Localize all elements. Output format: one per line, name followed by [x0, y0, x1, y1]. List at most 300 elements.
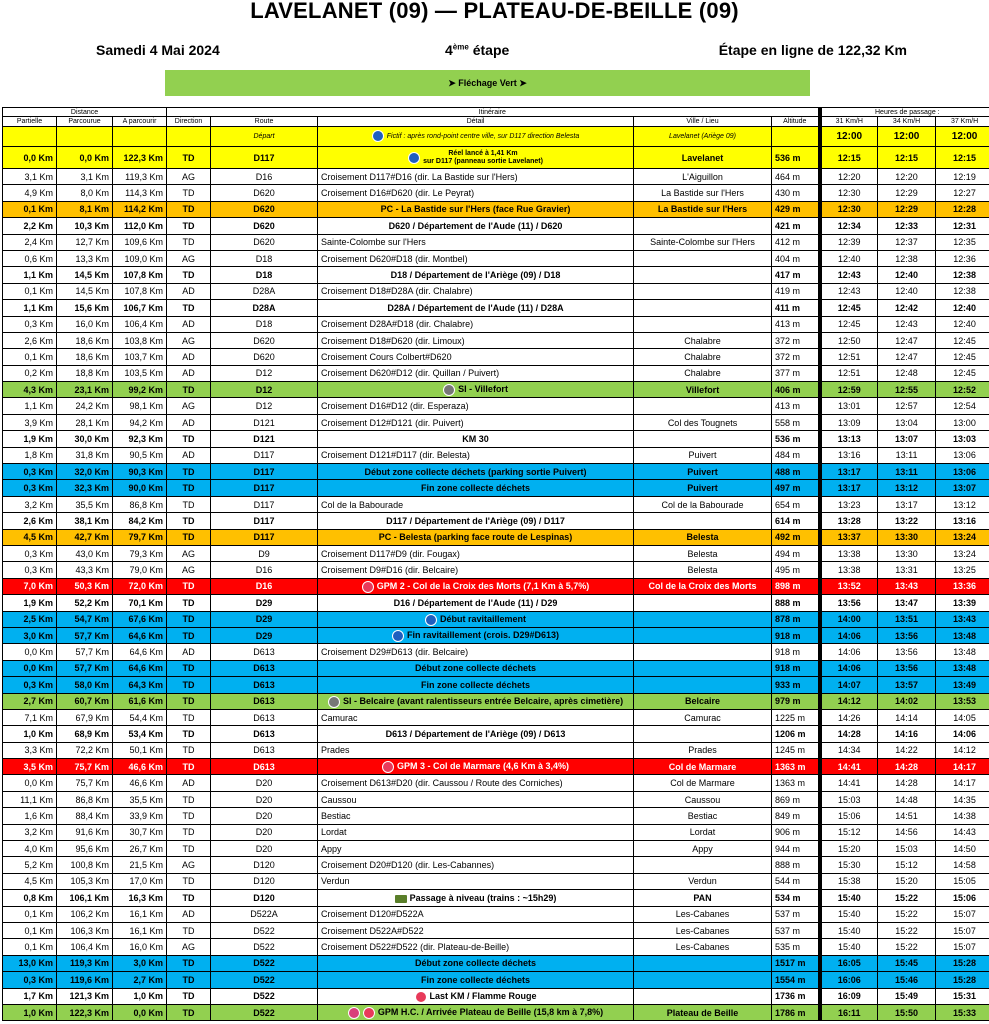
- cell-a-parcourir: 46,6 Km: [113, 759, 167, 775]
- cell-a-parcourir: 70,1 Km: [113, 595, 167, 611]
- cell-altitude: 918 m: [772, 644, 820, 660]
- cell-partielle: 1,1 Km: [3, 398, 57, 414]
- cell-a-parcourir: 90,5 Km: [113, 447, 167, 463]
- cell-parcourue: 8,0 Km: [57, 185, 113, 201]
- cell-direction: TD: [167, 480, 211, 496]
- detail-text: Fin zone collecte déchets: [421, 483, 531, 494]
- cell-altitude: 1554 m: [772, 972, 820, 988]
- col-ville: Ville / Lieu: [634, 117, 772, 127]
- cell-time-37: 13:49: [936, 677, 989, 693]
- cell-direction: TD: [167, 677, 211, 693]
- cell-time-34: 12:43: [878, 316, 936, 332]
- cell-route: D29: [211, 611, 318, 627]
- cell-ville: [634, 431, 772, 447]
- cell-time-37: 14:50: [936, 841, 989, 857]
- cell-detail: [318, 922, 634, 938]
- cell-time-34: 15:49: [878, 988, 936, 1004]
- info-icon: [392, 630, 404, 642]
- detail-text: Croisement D20#D120 (dir. Les-Cabannes): [321, 860, 495, 871]
- finish-icon: [348, 1007, 360, 1019]
- cell-altitude: 536 m: [772, 147, 820, 169]
- cell-parcourue: 0,0 Km: [57, 147, 113, 169]
- cell-direction: TD: [167, 873, 211, 889]
- cell-a-parcourir: 114,2 Km: [113, 201, 167, 217]
- cell-time-37: 13:24: [936, 529, 989, 545]
- cell-detail: [318, 759, 634, 775]
- depart-ville: Lavelanet (Ariège 09): [634, 127, 772, 147]
- cell-route: D613: [211, 644, 318, 660]
- cell-altitude: 888 m: [772, 857, 820, 873]
- cell-direction: TD: [167, 201, 211, 217]
- cell-detail: [318, 447, 634, 463]
- cell-time-34: 12:29: [878, 201, 936, 217]
- cell-direction: AG: [167, 562, 211, 578]
- cell-time-37: 12:36: [936, 250, 989, 266]
- cell-ville: La Bastide sur l'Hers: [634, 201, 772, 217]
- cell-time-31: 16:11: [820, 1004, 878, 1020]
- cell-direction: AG: [167, 939, 211, 955]
- detail-text: Croisement D117#D16 (dir. La Bastide sur l'Hers): [321, 171, 518, 182]
- cell-time-37: 12:15: [936, 147, 989, 169]
- sprint-icon: [443, 384, 455, 396]
- cell-parcourue: 54,7 Km: [57, 611, 113, 627]
- detail-text: Croisement D29#D613 (dir. Belcaire): [321, 647, 469, 658]
- cell-partielle: 0,0 Km: [3, 147, 57, 169]
- cell-time-37: 14:06: [936, 726, 989, 742]
- cell-ville: [634, 677, 772, 693]
- cell-altitude: 1363 m: [772, 775, 820, 791]
- detail-text: Croisement D522A#D522: [321, 925, 424, 936]
- cell-parcourue: 38,1 Km: [57, 513, 113, 529]
- group-heures: Heures de passage :: [820, 108, 989, 117]
- cell-time-34: 12:42: [878, 300, 936, 316]
- cell-parcourue: 43,0 Km: [57, 545, 113, 561]
- mountain-icon: [382, 761, 394, 773]
- table-row: [3, 250, 989, 266]
- cell-a-parcourir: 103,7 Km: [113, 349, 167, 365]
- cell-partielle: 0,3 Km: [3, 316, 57, 332]
- cell-time-31: 14:26: [820, 709, 878, 725]
- table-row: [3, 147, 989, 169]
- detail-text: Fin zone collecte déchets: [421, 679, 531, 690]
- mountain-icon: [362, 581, 374, 593]
- cell-direction: TD: [167, 578, 211, 594]
- cell-ville: [634, 300, 772, 316]
- cell-a-parcourir: 109,0 Km: [113, 250, 167, 266]
- cell-detail: [318, 250, 634, 266]
- cell-altitude: 492 m: [772, 529, 820, 545]
- cell-time-37: 12:45: [936, 332, 989, 348]
- cell-partielle: 3,5 Km: [3, 759, 57, 775]
- cell-parcourue: 57,7 Km: [57, 660, 113, 676]
- stage-word: étape: [472, 42, 510, 58]
- cell-a-parcourir: 46,6 Km: [113, 775, 167, 791]
- cell-altitude: 1363 m: [772, 759, 820, 775]
- stage-number-suffix: ème: [452, 42, 469, 52]
- cell-time-37: 14:17: [936, 759, 989, 775]
- cell-altitude: 849 m: [772, 808, 820, 824]
- cell-altitude: 1225 m: [772, 709, 820, 725]
- cell-direction: TD: [167, 300, 211, 316]
- cell-detail: [318, 529, 634, 545]
- cell-ville: Les-Cabanes: [634, 906, 772, 922]
- cell-ville: Appy: [634, 841, 772, 857]
- cell-direction: AG: [167, 545, 211, 561]
- cell-route: D117: [211, 147, 318, 169]
- cell-a-parcourir: 16,1 Km: [113, 906, 167, 922]
- cell-parcourue: 18,6 Km: [57, 349, 113, 365]
- cell-direction: TD: [167, 1004, 211, 1020]
- cell-route: D117: [211, 496, 318, 512]
- cell-ville: Puivert: [634, 447, 772, 463]
- cell-time-31: 13:56: [820, 595, 878, 611]
- cell-ville: Plateau de Beille: [634, 1004, 772, 1020]
- detail-text: Passage à niveau (trains : ~15h29): [409, 892, 557, 903]
- detail-text: Croisement D18#D28A (dir. Chalabre): [321, 286, 473, 297]
- cell-a-parcourir: 90,0 Km: [113, 480, 167, 496]
- detail-text: Début zone collecte déchets: [415, 958, 537, 969]
- cell-route: D121: [211, 414, 318, 430]
- cell-altitude: 429 m: [772, 201, 820, 217]
- cell-detail: [318, 693, 634, 709]
- cell-partielle: 2,6 Km: [3, 513, 57, 529]
- table-row: [3, 906, 989, 922]
- cell-time-34: 12:47: [878, 332, 936, 348]
- detail-text: Last KM / Flamme Rouge: [429, 990, 537, 1001]
- mountain-icon: [363, 1007, 375, 1019]
- cell-time-37: 15:31: [936, 988, 989, 1004]
- cell-time-34: 15:45: [878, 955, 936, 971]
- table-row: [3, 726, 989, 742]
- cell-direction: AG: [167, 169, 211, 185]
- cell-parcourue: 13,3 Km: [57, 250, 113, 266]
- detail-text: Lordat: [321, 827, 347, 838]
- cell-time-31: 15:06: [820, 808, 878, 824]
- cell-parcourue: 122,3 Km: [57, 1004, 113, 1020]
- detail-text: Fin zone collecte déchets: [421, 974, 531, 985]
- table-row: [3, 332, 989, 348]
- cell-parcourue: 23,1 Km: [57, 382, 113, 398]
- cell-detail: [318, 890, 634, 906]
- table-row: [3, 808, 989, 824]
- cell-route: D522A: [211, 906, 318, 922]
- cell-altitude: 421 m: [772, 218, 820, 234]
- detail-text: D117 / Département de l'Ariège (09) / D117: [386, 515, 565, 526]
- cell-parcourue: 106,1 Km: [57, 890, 113, 906]
- cell-detail: [318, 414, 634, 430]
- table-row: [3, 234, 989, 250]
- cell-time-34: 13:17: [878, 496, 936, 512]
- cell-ville: La Bastide sur l'Hers: [634, 185, 772, 201]
- cell-time-37: 13:53: [936, 693, 989, 709]
- cell-a-parcourir: 16,0 Km: [113, 939, 167, 955]
- detail-text: Croisement D18#D620 (dir. Limoux): [321, 335, 465, 346]
- cell-altitude: 1517 m: [772, 955, 820, 971]
- cell-time-31: 13:23: [820, 496, 878, 512]
- cell-direction: TD: [167, 841, 211, 857]
- cell-parcourue: 43,3 Km: [57, 562, 113, 578]
- cell-time-34: 12:37: [878, 234, 936, 250]
- cell-ville: Bestiac: [634, 808, 772, 824]
- table-row: [3, 955, 989, 971]
- depart-route: Départ: [211, 127, 318, 147]
- detail-text: Croisement D117#D9 (dir. Fougax): [321, 548, 460, 559]
- cell-altitude: 494 m: [772, 545, 820, 561]
- cell-route: D18: [211, 316, 318, 332]
- cell-partielle: 4,9 Km: [3, 185, 57, 201]
- detail-text: Croisement D12#D121 (dir. Puivert): [321, 417, 464, 428]
- depart-time-34: 12:00: [878, 127, 936, 147]
- cell-time-34: 13:43: [878, 578, 936, 594]
- cell-route: D522: [211, 955, 318, 971]
- detail-text: GPM 2 - Col de la Croix des Morts (7,1 Km à 5,7%): [376, 581, 590, 592]
- table-row: [3, 185, 989, 201]
- cell-route: D613: [211, 660, 318, 676]
- cell-parcourue: 28,1 Km: [57, 414, 113, 430]
- cell-direction: TD: [167, 791, 211, 807]
- cell-parcourue: 42,7 Km: [57, 529, 113, 545]
- table-row: [3, 627, 989, 643]
- cell-detail: [318, 841, 634, 857]
- cell-detail: [318, 349, 634, 365]
- cell-ville: Col de Marmare: [634, 759, 772, 775]
- cell-a-parcourir: 94,2 Km: [113, 414, 167, 430]
- cell-route: D29: [211, 595, 318, 611]
- cell-detail: [318, 808, 634, 824]
- cell-altitude: 878 m: [772, 611, 820, 627]
- cell-time-31: 12:30: [820, 201, 878, 217]
- cell-time-31: 12:34: [820, 218, 878, 234]
- cell-a-parcourir: 119,3 Km: [113, 169, 167, 185]
- cell-altitude: 979 m: [772, 693, 820, 709]
- cell-direction: TD: [167, 431, 211, 447]
- cell-a-parcourir: 106,7 Km: [113, 300, 167, 316]
- cell-direction: TD: [167, 611, 211, 627]
- cell-route: D117: [211, 513, 318, 529]
- cell-direction: TD: [167, 464, 211, 480]
- stage-distance: Étape en ligne de 122,32 Km: [718, 42, 907, 58]
- cell-parcourue: 57,7 Km: [57, 627, 113, 643]
- cell-parcourue: 60,7 Km: [57, 693, 113, 709]
- cell-altitude: 495 m: [772, 562, 820, 578]
- table-row: [3, 414, 989, 430]
- cell-time-31: 13:28: [820, 513, 878, 529]
- cell-route: D18: [211, 267, 318, 283]
- cell-detail: [318, 775, 634, 791]
- table-row: [3, 660, 989, 676]
- cell-a-parcourir: 98,1 Km: [113, 398, 167, 414]
- cell-partielle: 2,4 Km: [3, 234, 57, 250]
- cell-parcourue: 58,0 Km: [57, 677, 113, 693]
- detail-text: Croisement D16#D620 (dir. Le Peyrat): [321, 188, 475, 199]
- cell-partielle: 3,9 Km: [3, 414, 57, 430]
- detail-text: Col de la Babourade: [321, 499, 404, 510]
- cell-time-31: 14:12: [820, 693, 878, 709]
- cell-parcourue: 32,3 Km: [57, 480, 113, 496]
- cell-direction: TD: [167, 988, 211, 1004]
- cell-parcourue: 18,6 Km: [57, 332, 113, 348]
- cell-detail: [318, 545, 634, 561]
- cell-partielle: 1,1 Km: [3, 300, 57, 316]
- cell-time-37: 14:12: [936, 742, 989, 758]
- cell-time-34: 15:22: [878, 906, 936, 922]
- cell-route: D20: [211, 841, 318, 857]
- cell-parcourue: 32,0 Km: [57, 464, 113, 480]
- cell-detail: [318, 218, 634, 234]
- cell-time-31: 12:40: [820, 250, 878, 266]
- cell-time-37: 13:16: [936, 513, 989, 529]
- cell-route: D613: [211, 759, 318, 775]
- cell-altitude: 419 m: [772, 283, 820, 299]
- cell-ville: Lordat: [634, 824, 772, 840]
- table-row: [3, 545, 989, 561]
- cell-ville: [634, 660, 772, 676]
- detail-text: D28A / Département de l'Aude (11) / D28A: [387, 302, 564, 313]
- cell-altitude: 497 m: [772, 480, 820, 496]
- table-row: [3, 283, 989, 299]
- cell-time-34: 13:51: [878, 611, 936, 627]
- cell-time-31: 14:06: [820, 660, 878, 676]
- cell-direction: TD: [167, 890, 211, 906]
- cell-parcourue: 106,4 Km: [57, 939, 113, 955]
- cell-time-34: 13:56: [878, 660, 936, 676]
- cell-parcourue: 106,2 Km: [57, 906, 113, 922]
- cell-route: D28A: [211, 300, 318, 316]
- detail-text: Sainte-Colombe sur l'Hers: [321, 237, 426, 248]
- sprint-icon: [328, 696, 340, 708]
- info-icon: [408, 152, 420, 164]
- cell-a-parcourir: 79,7 Km: [113, 529, 167, 545]
- cell-parcourue: 91,6 Km: [57, 824, 113, 840]
- cell-parcourue: 72,2 Km: [57, 742, 113, 758]
- cell-partielle: 2,5 Km: [3, 611, 57, 627]
- cell-ville: Puivert: [634, 464, 772, 480]
- col-partielle: Partielle: [3, 117, 57, 127]
- cell-time-31: 13:38: [820, 562, 878, 578]
- cell-a-parcourir: 1,0 Km: [113, 988, 167, 1004]
- table-row: [3, 709, 989, 725]
- cell-detail: [318, 595, 634, 611]
- cell-ville: Villefort: [634, 382, 772, 398]
- cell-route: D120: [211, 890, 318, 906]
- cell-time-37: 15:06: [936, 890, 989, 906]
- cell-time-31: 15:40: [820, 922, 878, 938]
- cell-parcourue: 121,3 Km: [57, 988, 113, 1004]
- cell-a-parcourir: 67,6 Km: [113, 611, 167, 627]
- cell-partielle: 2,7 Km: [3, 693, 57, 709]
- cell-altitude: 558 m: [772, 414, 820, 430]
- cell-partielle: 4,0 Km: [3, 841, 57, 857]
- cell-time-31: 13:37: [820, 529, 878, 545]
- cell-detail: [318, 267, 634, 283]
- group-itineraire: Itinéraire: [167, 108, 820, 117]
- cell-direction: TD: [167, 726, 211, 742]
- cell-altitude: 537 m: [772, 922, 820, 938]
- cell-time-34: 12:29: [878, 185, 936, 201]
- cell-ville: Lavelanet: [634, 147, 772, 169]
- cell-direction: TD: [167, 218, 211, 234]
- cell-altitude: 536 m: [772, 431, 820, 447]
- cell-a-parcourir: 21,5 Km: [113, 857, 167, 873]
- detail-text: Croisement D16#D12 (dir. Esperaza): [321, 401, 469, 412]
- cell-route: D20: [211, 775, 318, 791]
- cell-altitude: 906 m: [772, 824, 820, 840]
- cell-altitude: 918 m: [772, 627, 820, 643]
- table-row: [3, 988, 989, 1004]
- cell-direction: AD: [167, 775, 211, 791]
- cell-parcourue: 24,2 Km: [57, 398, 113, 414]
- cell-partielle: 0,0 Km: [3, 775, 57, 791]
- cell-ville: [634, 611, 772, 627]
- cell-direction: TD: [167, 709, 211, 725]
- cell-time-34: 12:33: [878, 218, 936, 234]
- cell-direction: AG: [167, 332, 211, 348]
- cell-partielle: 1,8 Km: [3, 447, 57, 463]
- cell-time-31: 15:03: [820, 791, 878, 807]
- cell-parcourue: 10,3 Km: [57, 218, 113, 234]
- cell-ville: [634, 398, 772, 414]
- cell-time-37: 13:06: [936, 447, 989, 463]
- cell-route: D16: [211, 169, 318, 185]
- cell-time-34: 14:56: [878, 824, 936, 840]
- detail-text: GPM H.C. / Arrivée Plateau de Beille (15,8 km à 7,8%): [377, 1007, 604, 1018]
- cell-time-34: 13:30: [878, 529, 936, 545]
- cell-time-37: 12:45: [936, 365, 989, 381]
- cell-route: D12: [211, 382, 318, 398]
- detail-text: GPM 3 - Col de Marmare (4,6 Km à 3,4%): [396, 761, 570, 772]
- cell-ville: Les-Cabanes: [634, 922, 772, 938]
- cell-time-34: 13:04: [878, 414, 936, 430]
- cell-parcourue: 105,3 Km: [57, 873, 113, 889]
- cell-altitude: 869 m: [772, 791, 820, 807]
- cell-a-parcourir: 114,3 Km: [113, 185, 167, 201]
- cell-route: D522: [211, 988, 318, 1004]
- cell-direction: AD: [167, 316, 211, 332]
- cell-time-34: 12:55: [878, 382, 936, 398]
- cell-ville: [634, 218, 772, 234]
- cell-time-37: 13:07: [936, 480, 989, 496]
- cell-direction: AD: [167, 283, 211, 299]
- cell-direction: AD: [167, 906, 211, 922]
- cell-a-parcourir: 122,3 Km: [113, 147, 167, 169]
- cell-detail: [318, 972, 634, 988]
- cell-time-37: 15:33: [936, 1004, 989, 1020]
- cell-route: D522: [211, 939, 318, 955]
- stage-date: Samedi 4 Mai 2024: [96, 42, 220, 58]
- depart-detail-text: Fictif : après rond-point centre ville, sur D117 direction Belesta: [386, 132, 580, 140]
- cell-time-37: 12:54: [936, 398, 989, 414]
- cell-time-31: 14:28: [820, 726, 878, 742]
- table-row: [3, 857, 989, 873]
- cell-time-37: 13:48: [936, 627, 989, 643]
- cell-time-34: 15:22: [878, 890, 936, 906]
- cell-time-31: 16:06: [820, 972, 878, 988]
- cell-ville: Belesta: [634, 562, 772, 578]
- table-row: [3, 382, 989, 398]
- cell-altitude: 404 m: [772, 250, 820, 266]
- detail-text: PC - La Bastide sur l'Hers (face Rue Gravier): [380, 204, 571, 215]
- cell-direction: TD: [167, 382, 211, 398]
- cell-time-31: 12:43: [820, 283, 878, 299]
- cell-time-31: 15:20: [820, 841, 878, 857]
- cell-partielle: 2,2 Km: [3, 218, 57, 234]
- cell-time-34: 12:57: [878, 398, 936, 414]
- cell-time-34: 14:51: [878, 808, 936, 824]
- cell-altitude: 1786 m: [772, 1004, 820, 1020]
- cell-parcourue: 68,9 Km: [57, 726, 113, 742]
- cell-time-37: 15:07: [936, 922, 989, 938]
- cell-route: D16: [211, 562, 318, 578]
